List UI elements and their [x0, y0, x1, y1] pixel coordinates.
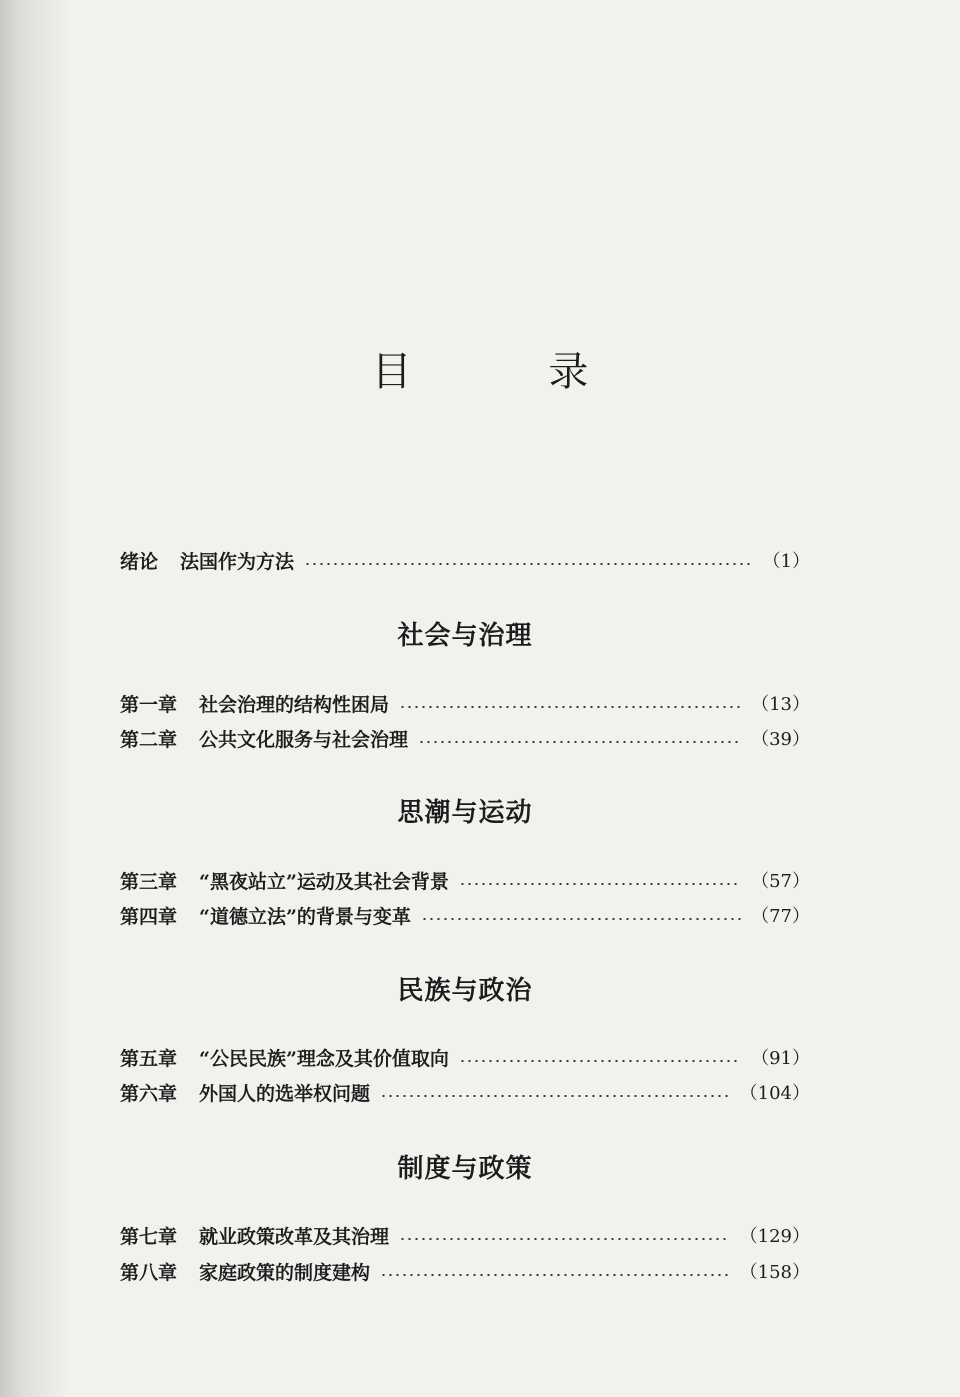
page-number: （77）	[751, 906, 810, 927]
leader-dots	[304, 563, 753, 565]
toc-entry[interactable]	[120, 723, 810, 753]
part-heading: 制度与政策	[397, 1154, 533, 1184]
intro-label: 绪论	[120, 550, 159, 573]
page-number: （1）	[762, 551, 810, 572]
chapter-number: 第七章	[120, 1225, 178, 1248]
leader-dots	[399, 706, 741, 708]
toc-entry[interactable]	[120, 1256, 810, 1286]
toc-entry[interactable]	[120, 865, 810, 895]
toc-entry-intro[interactable]	[120, 545, 810, 575]
chapter-title: 就业政策改革及其治理	[199, 1225, 390, 1248]
chapter-title: 家庭政策的制度建构	[199, 1261, 371, 1284]
chapter-number: 第三章	[120, 870, 178, 893]
chapter-title: 外国人的选举权问题	[199, 1082, 371, 1105]
page-number: （91）	[751, 1048, 810, 1069]
leader-dots	[418, 741, 741, 743]
chapter-number: 第八章	[120, 1261, 178, 1284]
toc-entry[interactable]	[120, 900, 810, 930]
page-number: （57）	[751, 871, 810, 892]
leader-dots	[459, 883, 741, 885]
toc-entry[interactable]	[120, 1220, 810, 1250]
part-heading: 思潮与运动	[397, 798, 533, 828]
leader-dots	[399, 1238, 730, 1240]
chapter-title: “公民民族”理念及其价值取向	[199, 1047, 449, 1070]
page-number: （39）	[751, 729, 810, 750]
part-heading: 民族与政治	[397, 976, 533, 1006]
page-number: （158）	[739, 1262, 810, 1283]
chapter-number: 第五章	[120, 1047, 178, 1070]
chapter-number: 第二章	[120, 728, 178, 751]
leader-dots	[380, 1274, 730, 1276]
chapter-number: 第一章	[120, 693, 178, 716]
chapter-number: 第六章	[120, 1082, 178, 1105]
intro-title: 法国作为方法	[180, 550, 295, 573]
toc-entry[interactable]	[120, 1042, 810, 1072]
page-number: （129）	[739, 1226, 810, 1247]
page-number: （13）	[751, 694, 810, 715]
chapter-title: 公共文化服务与社会治理	[199, 728, 409, 751]
leader-dots	[421, 918, 741, 920]
toc-entry[interactable]	[120, 1077, 810, 1107]
chapter-title: 社会治理的结构性困局	[199, 693, 390, 716]
page-gutter-shadow	[0, 0, 70, 1397]
chapter-title: “黑夜站立”运动及其社会背景	[199, 870, 449, 893]
page-title: 目 录	[371, 349, 651, 395]
leader-dots	[380, 1095, 730, 1097]
chapter-title: “道德立法”的背景与变革	[199, 905, 411, 928]
toc-entry[interactable]	[120, 688, 810, 718]
leader-dots	[459, 1060, 741, 1062]
part-heading: 社会与治理	[397, 621, 533, 651]
chapter-number: 第四章	[120, 905, 178, 928]
page-number: （104）	[739, 1083, 810, 1104]
